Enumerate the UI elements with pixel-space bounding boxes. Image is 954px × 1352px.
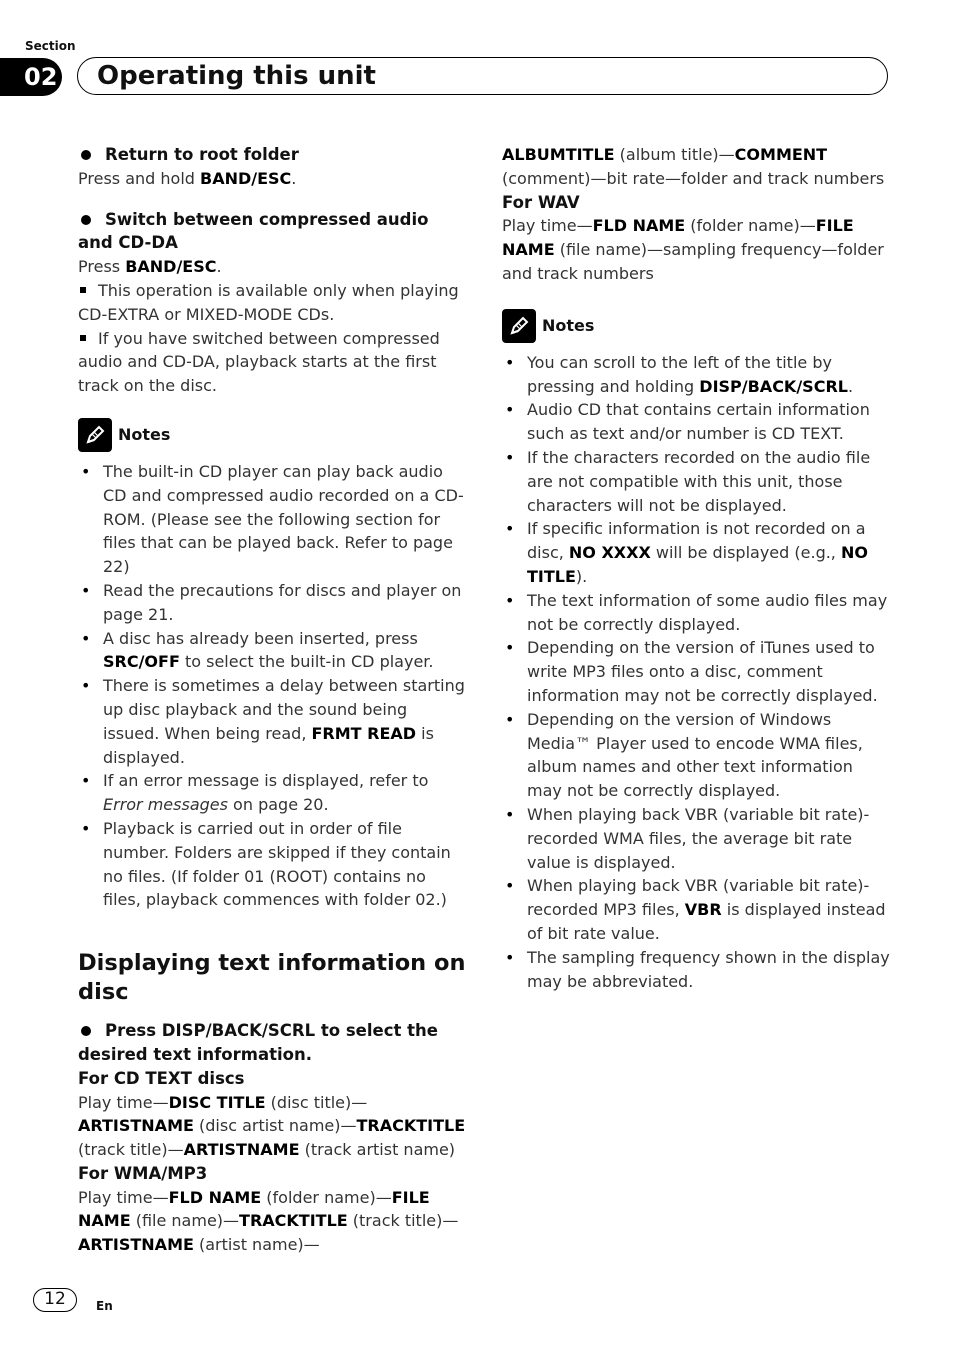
- bullet-dot: [81, 215, 91, 225]
- switch-note-1: This operation is available only when playing CD-EXTRA or MIXED-MODE CDs.: [78, 280, 459, 324]
- square-bullet: [80, 335, 86, 341]
- pencil-icon: [502, 309, 536, 343]
- bullet-dot: [81, 1026, 91, 1036]
- cd-text-sequence: Play time—DISC TITLE (disc title)—ARTISTNAME (disc artist name)—TRACKTITLE (track title)—ARTISTNAME (track artist name): [78, 1092, 466, 1160]
- note-item: • Depending on the version of Windows Media™ Player used to encode WMA files, album names and other text information may not be correctly displayed.: [502, 708, 892, 803]
- note-item: • The sampling frequency shown in the display may be abbreviated.: [502, 946, 892, 994]
- step-return-root-text: Press and hold BAND/ESC.: [78, 168, 297, 188]
- note-item: • The text information of some audio files may not be correctly displayed.: [502, 589, 892, 637]
- note-item: • If the characters recorded on the audio file are not compatible with this unit, those characters will not be displayed.: [502, 446, 892, 517]
- step-press-disp: Press DISP/BACK/SCRL to select the desired text information.: [78, 1021, 438, 1064]
- note-item: • You can scroll to the left of the title by pressing and holding DISP/BACK/SCRL.: [502, 351, 892, 399]
- notes-list-right: [502, 351, 892, 994]
- square-bullet: [80, 287, 86, 293]
- notes-header-right: [502, 309, 892, 343]
- wma-mp3-sequence: Play time—FLD NAME (folder name)—FILE NAME (file name)—TRACKTITLE (track title)—ARTISTNAME (artist name)—: [78, 1187, 459, 1255]
- notes-header-left: [78, 418, 466, 452]
- note-item: • Audio CD that contains certain information such as text and/or number is CD TEXT.: [502, 398, 892, 446]
- note-item: • A disc has already been inserted, press SRC/OFF to select the built-in CD player.: [78, 627, 466, 675]
- switch-note-2: If you have switched between compressed audio and CD-DA, playback starts at the first track on the disc.: [78, 328, 440, 396]
- note-item: • Playback is carried out in order of file number. Folders are skipped if they contain no files. (If folder 01 (ROOT) contains no files, playback commences with folder 02.): [78, 817, 466, 912]
- wav-sequence: Play time—FLD NAME (folder name)—FILE NAME (file name)—sampling frequency—folder and track numbers: [502, 216, 884, 283]
- cd-text-heading: For CD TEXT discs: [78, 1068, 245, 1088]
- note-item: • There is sometimes a delay between starting up disc playback and the sound being issued. When being read, FRMT READ is displayed.: [78, 674, 466, 769]
- wma-mp3-sequence-continued: ALBUMTITLE (album title)—COMMENT (comment)—bit rate—folder and track numbers: [502, 145, 885, 188]
- note-item: • Read the precautions for discs and player on page 21.: [78, 579, 466, 627]
- page-title: Operating this unit: [97, 61, 376, 91]
- note-item: • Depending on the version of iTunes used to write MP3 files onto a disc, comment information may not be correctly displayed.: [502, 636, 892, 707]
- pencil-icon: [78, 418, 112, 452]
- note-item: • If specific information is not recorded on a disc, NO XXXX will be displayed (e.g., NO TITLE).: [502, 517, 892, 588]
- step-switch-audio-text: Press BAND/ESC.: [78, 257, 222, 277]
- bullet-dot: [81, 150, 91, 160]
- wav-heading: For WAV: [502, 192, 580, 212]
- right-column: [502, 143, 892, 993]
- page-number: 12: [33, 1288, 77, 1312]
- notes-title: Notes: [542, 315, 595, 335]
- note-item: • When playing back VBR (variable bit rate)-recorded WMA files, the average bit rate value is displayed.: [502, 803, 892, 874]
- section-heading-display-text: Displaying text information on disc: [78, 950, 466, 1006]
- left-column: [78, 143, 466, 1257]
- notes-title: Notes: [118, 425, 171, 445]
- wma-mp3-heading: For WMA/MP3: [78, 1163, 208, 1183]
- notes-list-left: [78, 460, 466, 912]
- section-number-badge: 02: [0, 58, 62, 96]
- language-label: En: [96, 1299, 113, 1313]
- section-label: Section: [25, 39, 76, 53]
- step-switch-audio: Switch between compressed audio and CD-DA: [78, 209, 429, 253]
- note-item: • The built-in CD player can play back audio CD and compressed audio recorded on a CD-ROM. (Please see the following section for files that can be played back. Refer to page 22): [78, 460, 466, 579]
- note-item: • When playing back VBR (variable bit rate)-recorded MP3 files, VBR is displayed instead of bit rate value.: [502, 874, 892, 945]
- step-return-root: Return to root folder: [78, 143, 466, 167]
- note-item: • If an error message is displayed, refer to Error messages on page 20.: [78, 769, 466, 817]
